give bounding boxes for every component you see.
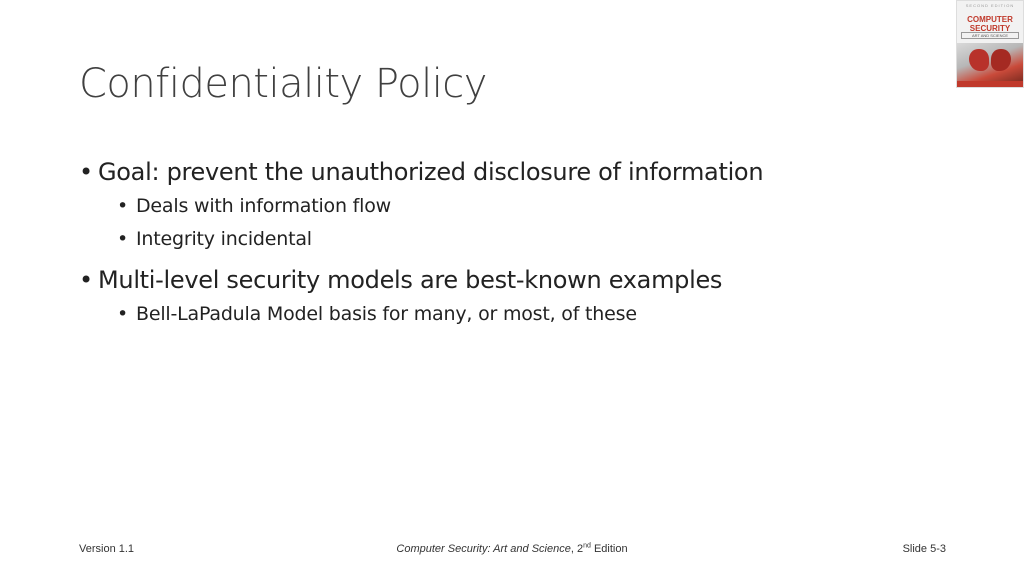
bullet-text: Deals with information flow [136,195,391,217]
book-cover-image [956,0,1024,88]
bullet-dot-icon: • [117,228,129,250]
footer-slide-number: Slide 5-3 [902,543,946,555]
bullet-dot-icon: • [79,266,93,294]
book-cover-strip [957,81,1023,87]
footer-version: Version 1.1 [79,543,135,555]
slide-title: Confidentiality Policy [79,61,487,107]
book-title: COMPUTER SECURITY [967,15,1013,33]
book-edition-label: SECOND EDITION [965,3,1015,8]
bullet-text: Goal: prevent the unauthorized disclosure of information [98,158,764,186]
footer-book-title: Computer Security: Art and Science [396,543,571,555]
butterfly-icon [969,49,989,71]
bullet-text: Bell-LaPadula Model basis for many, or most, of these [136,303,637,325]
bullet-level1 [79,154,939,190]
bullet-dot-icon: • [117,303,129,325]
slide-body [79,154,939,331]
footer-book-citation: Computer Security: Art and Science, 2nd Edition [396,542,628,555]
bullet-level2 [79,190,939,223]
bullet-text: Integrity incidental [136,228,312,250]
bullet-dot-icon: • [117,195,129,217]
bullet-level2 [79,298,939,331]
bullet-level1 [79,262,939,298]
bullet-text: Multi-level security models are best-known examples [98,266,723,294]
book-cover-art [957,43,1023,83]
bullet-dot-icon: • [79,158,93,186]
bullet-level2 [79,223,939,256]
book-subtitle: ART AND SCIENCE [961,32,1019,39]
